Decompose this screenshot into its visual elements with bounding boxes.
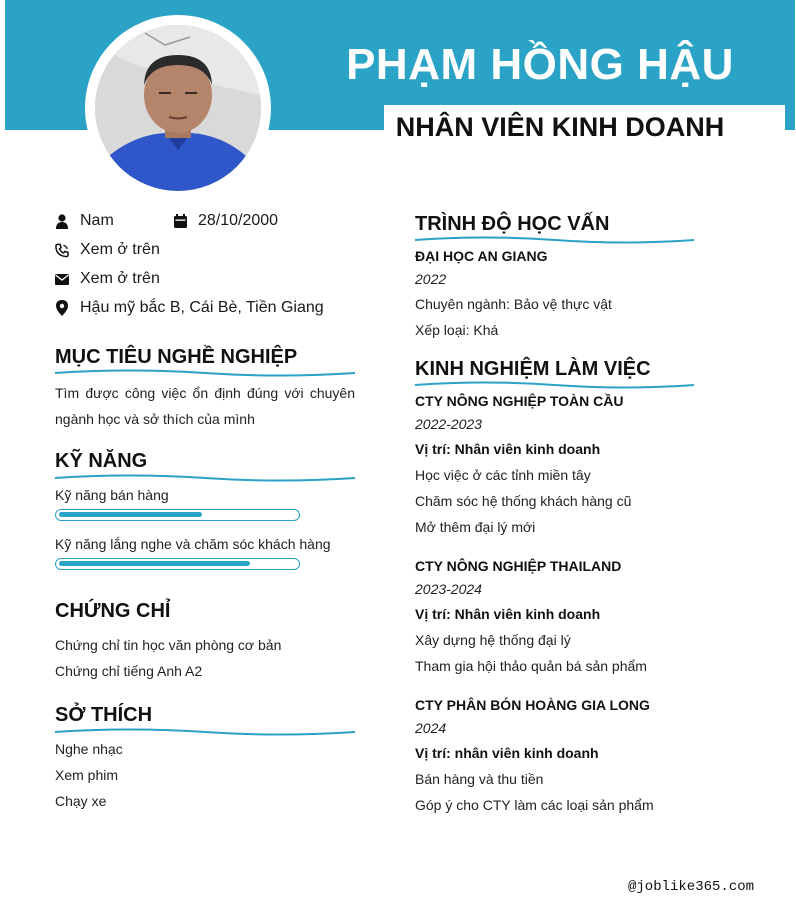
- job-task: Chăm sóc hệ thống khách hàng cũ: [415, 493, 632, 509]
- job-task: Góp ý cho CTY làm các loại sản phẩm: [415, 797, 654, 813]
- education-year: 2022: [415, 271, 447, 287]
- email-value: Xem ở trên: [80, 270, 160, 287]
- skills-title: KỸ NĂNG: [55, 450, 148, 472]
- education-underline: [415, 235, 696, 245]
- objective-underline: [55, 368, 357, 378]
- gender-value: Nam: [80, 212, 114, 229]
- job-company: CTY NÔNG NGHIỆP THAILAND: [415, 558, 622, 574]
- job-position: Vị trí: Nhân viên kinh doanh: [415, 441, 601, 457]
- contact-email: [55, 268, 160, 290]
- job-period: 2024: [415, 720, 447, 736]
- user-icon: [55, 213, 69, 229]
- job-position: Vị trí: nhân viên kinh doanh: [415, 745, 599, 761]
- job-period: 2022-2023: [415, 416, 482, 432]
- experience-underline: [415, 380, 696, 390]
- contact-birthday: [173, 210, 278, 232]
- address-value: Hậu mỹ bắc B, Cái Bè, Tiền Giang: [80, 299, 324, 316]
- footer-watermark: @joblike365.com: [628, 879, 755, 895]
- skill-bar-fill: [59, 561, 250, 566]
- avatar: [95, 25, 261, 191]
- job-task: Mở thêm đại lý mới: [415, 519, 536, 535]
- phone-icon: [55, 242, 69, 258]
- skill-label: Kỹ năng lắng nghe và chăm sóc khách hàng: [55, 536, 331, 552]
- job-company: CTY PHÂN BÓN HOÀNG GIA LONG: [415, 697, 650, 713]
- education-title: TRÌNH ĐỘ HỌC VẤN: [415, 213, 610, 235]
- skills-underline: [55, 473, 357, 483]
- hobby-item: Chạy xe: [55, 793, 107, 809]
- skill-bar: [55, 558, 300, 570]
- job-company: CTY NÔNG NGHIỆP TOÀN CẦU: [415, 393, 624, 409]
- contact-address: [55, 297, 324, 319]
- experience-title: KINH NGHIỆM LÀM VIỆC: [415, 358, 651, 380]
- education-major: Chuyên ngành: Bảo vệ thực vật: [415, 296, 612, 312]
- calendar-icon: [173, 213, 187, 229]
- hobbies-underline: [55, 727, 357, 737]
- skill-label: Kỹ năng bán hàng: [55, 487, 169, 503]
- candidate-name: PHẠM HỒNG HẬU: [346, 40, 734, 89]
- contact-phone: [55, 239, 160, 261]
- job-task: Xây dựng hệ thống đại lý: [415, 632, 571, 648]
- job-period: 2023-2024: [415, 581, 482, 597]
- location-pin-icon: [55, 300, 69, 316]
- contact-gender: [55, 210, 114, 232]
- job-title: NHÂN VIÊN KINH DOANH: [395, 112, 725, 142]
- education-school: ĐẠI HỌC AN GIANG: [415, 248, 548, 264]
- hobby-item: Xem phim: [55, 767, 119, 783]
- job-task: Học việc ở các tỉnh miền tây: [415, 467, 591, 483]
- certificate-item: Chứng chỉ tiếng Anh A2: [55, 663, 203, 679]
- mail-icon: [55, 271, 69, 287]
- birthday-value: 28/10/2000: [198, 212, 279, 229]
- objective-text: Tìm được công việc ổn định đúng với chuyên ngành học và sở thích của mình: [55, 385, 355, 427]
- education-grade: Xếp loại: Khá: [415, 322, 499, 338]
- phone-value: Xem ở trên: [80, 241, 160, 258]
- skill-bar-fill: [59, 512, 202, 517]
- skill-bar: [55, 509, 300, 521]
- job-task: Tham gia hội thảo quản bá sản phẩm: [415, 658, 647, 674]
- job-position: Vị trí: Nhân viên kinh doanh: [415, 606, 601, 622]
- certificates-title: CHỨNG CHỈ: [55, 600, 171, 622]
- hobbies-title: SỞ THÍCH: [55, 704, 153, 726]
- job-task: Bán hàng và thu tiền: [415, 771, 544, 787]
- hobby-item: Nghe nhạc: [55, 741, 123, 757]
- objective-title: MỤC TIÊU NGHỀ NGHIỆP: [55, 346, 298, 368]
- certificate-item: Chứng chỉ tin học văn phòng cơ bản: [55, 637, 282, 653]
